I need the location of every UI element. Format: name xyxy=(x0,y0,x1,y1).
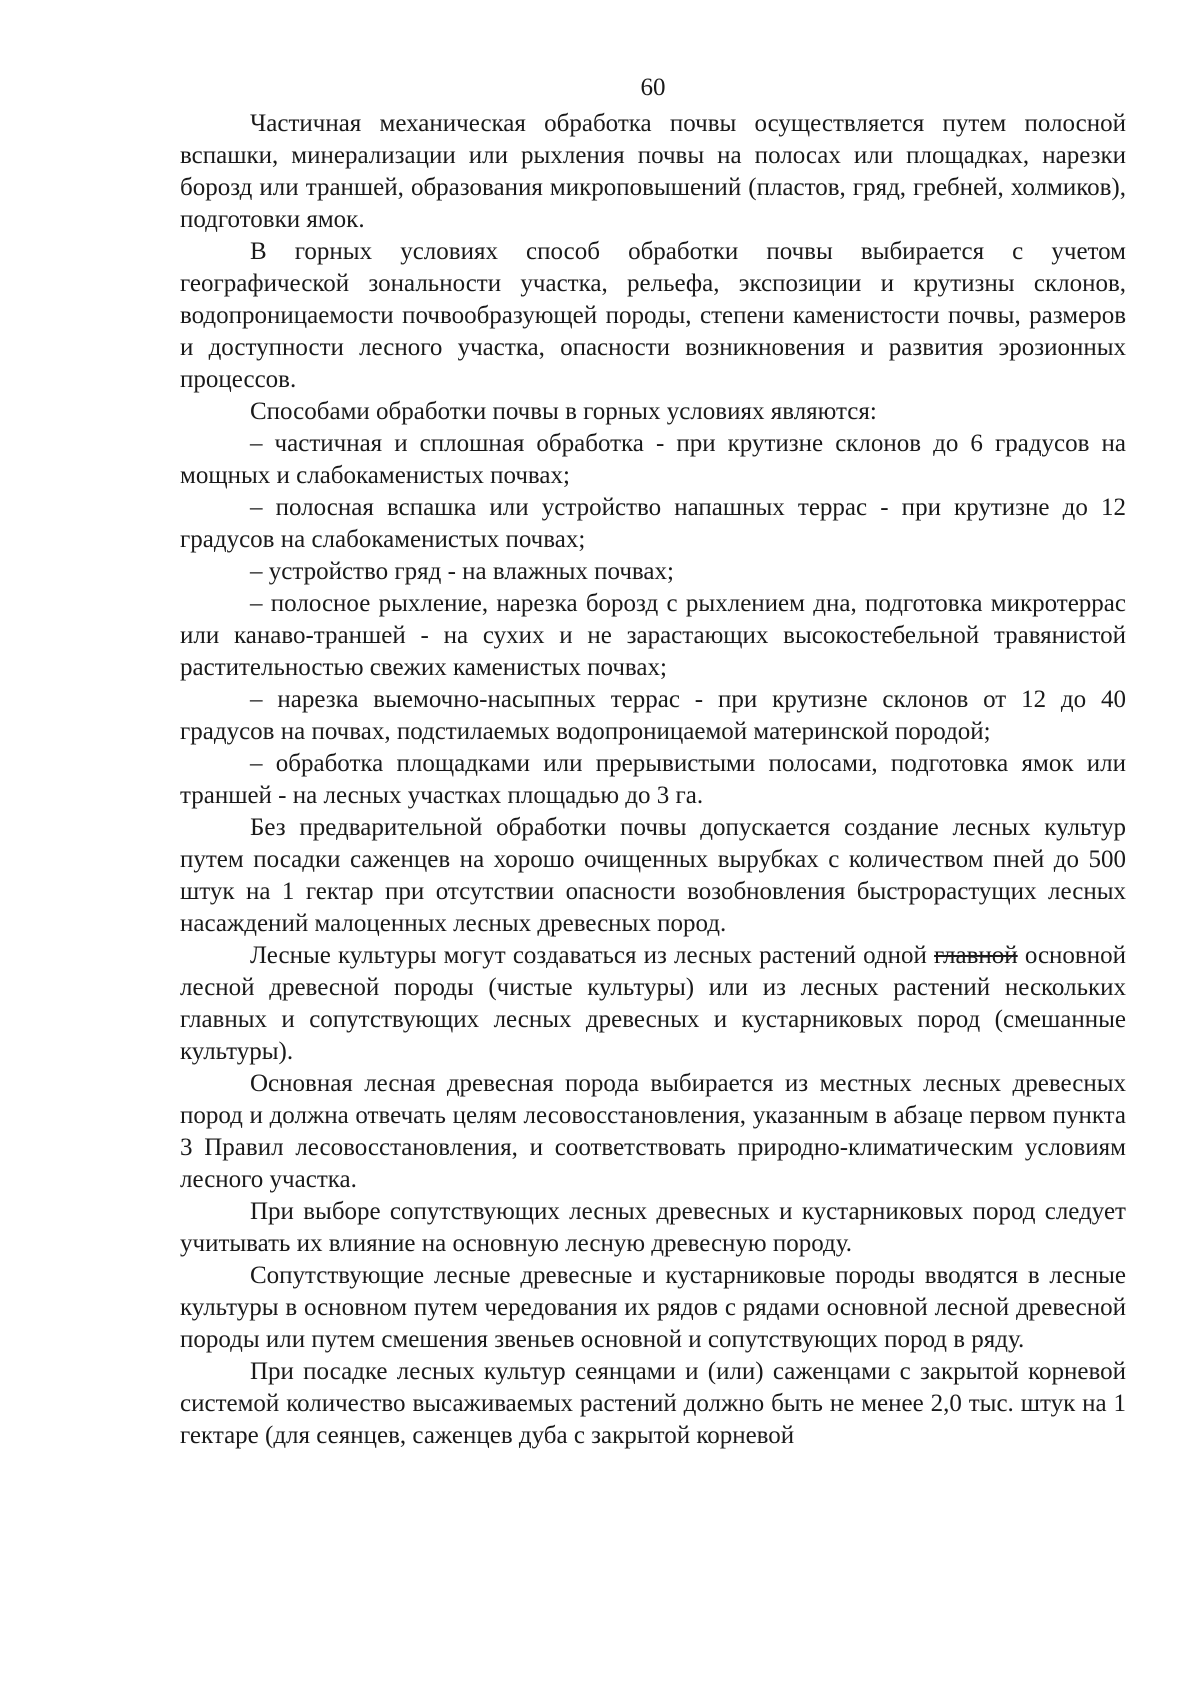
paragraph-2: В горных условиях способ обработки почвы выбирается с учетом географической зональности участка, рельефа, экспозиции и крутизны склонов, водопроницаемости почвообразующей породы, степени каменистости почвы, размеров и доступности лесного участка, опасности возникновения и развития эрозионных процессов. xyxy=(180,238,1126,393)
list-item-6: – обработка площадками или прерывистыми полосами, подготовка ямок или траншей - на лесных участках площадью до 3 га. xyxy=(180,750,1126,809)
paragraph-1: Частичная механическая обработка почвы осуществляется путем полосной вспашки, минерализации или рыхления почвы на полосах или площадках, нарезки борозд или траншей, образования микроповышений (пластов, гряд, гребней, холмиков), подготовки ямок. xyxy=(180,110,1126,233)
strike-text-before: Лесные культуры могут создаваться из лесных растений одной xyxy=(250,942,935,969)
paragraph-3: Способами обработки почвы в горных условиях являются: xyxy=(250,398,877,425)
document-page xyxy=(180,72,1126,1452)
page-number: 60 xyxy=(640,74,666,101)
strike-text-after: основной лесной древесной породы (чистые культуры) или из лесных растений нескольких главных и сопутствующих лесных древесных и кустарниковых пород (смешанные культуры). xyxy=(180,942,1126,1065)
list-item-5: – нарезка выемочно-насыпных террас - при крутизне склонов от 12 до 40 градусов на почвах, подстилаемых водопроницаемой материнской породой; xyxy=(180,686,1126,745)
list-item-1: – частичная и сплошная обработка - при крутизне склонов до 6 градусов на мощных и слабокаменистых почвах; xyxy=(180,430,1126,489)
paragraph-6: При выборе сопутствующих лесных древесных и кустарниковых пород следует учитывать их влияние на основную лесную древесную породу. xyxy=(180,1198,1126,1257)
struck-word: главной xyxy=(934,942,1018,969)
paragraph-with-strikethrough xyxy=(180,940,1126,1068)
list-item-2: – полосная вспашка или устройство напашных террас - при крутизне до 12 градусов на слабокаменистых почвах; xyxy=(180,494,1126,553)
paragraph-5: Основная лесная древесная порода выбирается из местных лесных древесных пород и должна отвечать целям лесовосстановления, указанным в абзаце первом пункта 3 Правил лесовосстановления, и соответствовать природно-климатическим условиям лесного участка. xyxy=(180,1070,1126,1193)
paragraph-7: Сопутствующие лесные древесные и кустарниковые породы вводятся в лесные культуры в основном путем чередования их рядов с рядами основной лесной древесной породы или путем смешения звеньев основной и сопутствующих пород в ряду. xyxy=(180,1262,1126,1353)
paragraph-4: Без предварительной обработки почвы допускается создание лесных культур путем посадки саженцев на хорошо очищенных вырубках с количеством пней до 500 штук на 1 гектар при отсутствии опасности возобновления быстрорастущих лесных насаждений малоценных лесных древесных пород. xyxy=(180,814,1126,937)
list-item-3: – устройство гряд - на влажных почвах; xyxy=(250,558,674,585)
paragraph-8: При посадке лесных культур сеянцами и (или) саженцами с закрытой корневой системой количество высаживаемых растений должно быть не менее 2,0 тыс. штук на 1 гектаре (для сеянцев, саженцев дуба с закрытой корневой xyxy=(180,1358,1126,1449)
list-item-4: – полосное рыхление, нарезка борозд с рыхлением дна, подготовка микротеррас или канаво-траншей - на сухих и не зарастающих высокостебельной травянистой растительностью свежих каменистых почвах; xyxy=(180,590,1126,681)
